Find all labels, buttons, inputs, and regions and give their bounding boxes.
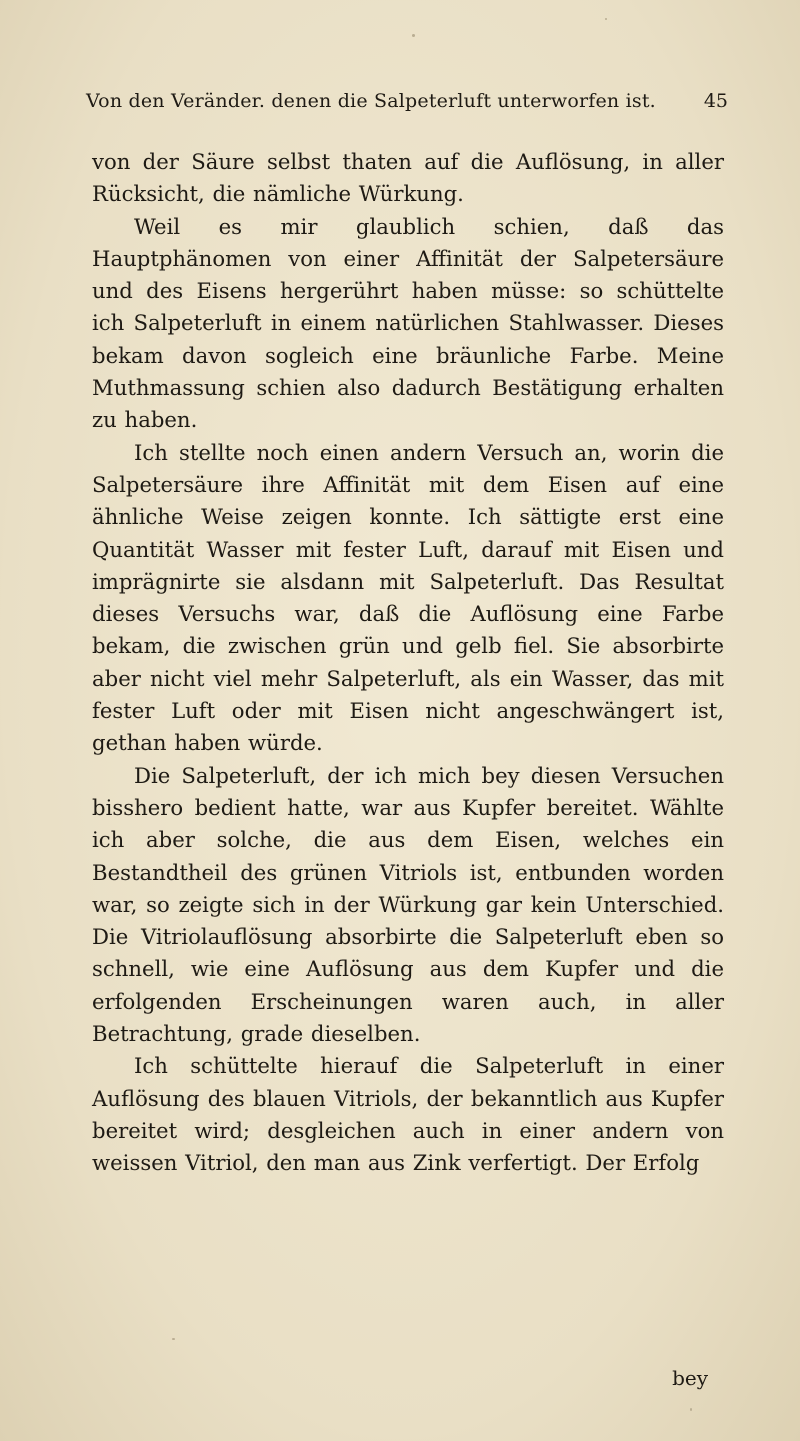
page-number: 45 [703,90,728,112]
paragraph-5: Ich schüttelte hierauf die Salpeterluft in einer Auflösung des blauen Vitriols, der bekanntlich aus Kupfer bereitet wird; desgleichen auch in einer andern von weissen Vitriol, den man aus Zink verfertigt. Der Erfolg [92,1053,724,1176]
paragraph-1: von der Säure selbst thaten auf die Auflösung, in aller Rücksicht, die nämliche Würkung. [92,149,724,207]
paragraph-3: Ich stellte noch einen andern Versuch an, worin die Salpetersäure ihre Affinität mit dem Eisen auf eine ähnliche Weise zeigen konnte. Ich sättigte erst eine Quantität Wasser mit fester Luft, darauf mit Eisen und imprägnirte sie alsdann mit Salpeterluft. Das Resultat dieses Versuchs war, daß die Auflösung eine Farbe bekam, die zwischen grün und gelb fiel. Sie absorbirte aber nicht viel mehr Salpeterluft, als ein Wasser, das mit fester Luft oder mit Eisen nicht angeschwängert ist, gethan haben würde. [92,439,724,756]
paragraph-4: Die Salpeterluft, der ich mich bey diesen Versuchen bisshero bedient hatte, war aus Kupfer bereitet. Wählte ich aber solche, die aus dem Eisen, welches ein Bestandtheil des grünen Vitriols ist, entbunden worden war, so zeigte sich in der Würkung gar kein Unterschied. Die Vitriolauflösung absorbirte die Salpeterluft eben so schnell, wie eine Auflösung aus dem Kupfer und die erfolgenden Erscheinungen waren auch, in aller Betrachtung, grade dieselben. [92,762,724,1047]
catchword: bey [672,1366,708,1390]
body-text [92,146,724,1180]
running-head [78,90,728,118]
paragraph-2: Weil es mir glaublich schien, daß das Hauptphänomen von einer Affinität der Salpetersäure und des Eisens hergerührt haben müsse: so schüttelte ich Salpeterluft in einem natürlichen Stahlwasser. Dieses bekam davon sogleich eine bräunliche Farbe. Meine Muthmassung schien also dadurch Bestätigung erhalten zu haben. [92,213,724,433]
running-head-title: Von den Veränder. denen die Salpeterluft unterworfen ist. [86,90,656,112]
